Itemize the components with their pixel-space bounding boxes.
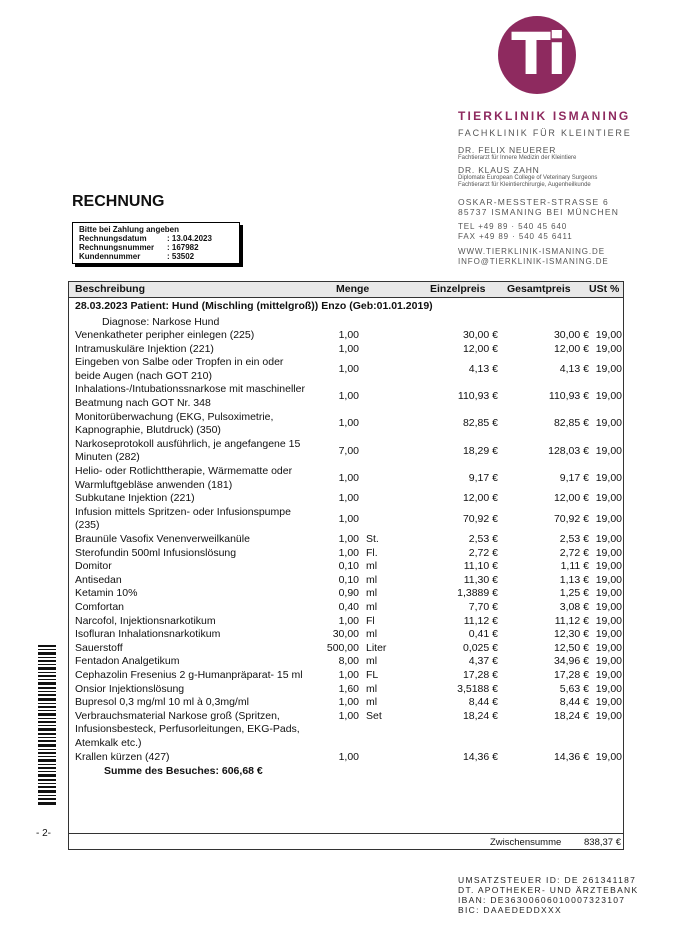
- row-quantity: 500,00: [326, 641, 359, 654]
- row-total: 70,92 €: [553, 512, 589, 525]
- vat-id: UMSATZSTEUER ID: DE 261341187: [458, 875, 637, 885]
- header-total: Gesamtpreis: [507, 283, 571, 295]
- row-description: Braunüle Vasofix Venenverweilkanüle: [75, 533, 250, 545]
- row-quantity: 1,00: [338, 614, 359, 627]
- row-unit-price: 30,00 €: [462, 329, 498, 341]
- row-description: Isofluran Inhalationsnarkotikum: [75, 628, 221, 641]
- row-unit: Fl: [366, 614, 375, 627]
- date-label: Rechnungsdatum: [79, 234, 147, 243]
- row-tax: 19,00: [595, 546, 622, 559]
- row-total: 12,00 €: [553, 492, 589, 505]
- row-quantity: 1,00: [338, 342, 359, 355]
- row-total: 2,72 €: [559, 546, 589, 559]
- row-quantity: 1,00: [338, 329, 359, 341]
- row-description: Kapnographie, Blutdruck) (350): [75, 424, 221, 437]
- row-quantity: 7,00: [338, 444, 359, 457]
- subtotal-value: 838,37 €: [584, 837, 621, 848]
- email: INFO@TIERKLINIK-ISMANING.DE: [458, 257, 609, 266]
- row-quantity: 1,00: [338, 471, 359, 484]
- row-description: Monitorüberwachung (EKG, Pulsoximetrie,: [75, 410, 274, 423]
- row-tax: 19,00: [595, 587, 622, 600]
- row-unit-price: 17,28 €: [462, 669, 498, 681]
- row-unit-price: 12,00 €: [462, 342, 498, 355]
- row-unit-price: 11,10 €: [463, 560, 498, 573]
- row-tax: 19,00: [595, 696, 622, 709]
- row-tax: 19,00: [595, 390, 622, 403]
- row-tax: 19,00: [595, 628, 622, 641]
- row-description: Cephazolin Fresenius 2 g-Humanpräparat- 15 ml: [75, 669, 303, 681]
- row-description: Inhalations-/Intubationssnarkose mit maschineller: [75, 383, 305, 396]
- row-quantity: 1,00: [338, 669, 359, 681]
- row-description: Atemkalk etc.): [75, 736, 142, 749]
- row-tax: 19,00: [595, 342, 622, 355]
- header-unit-price: Einzelpreis: [430, 283, 486, 295]
- row-unit-price: 1,3889 €: [457, 587, 498, 600]
- doctor2-title1: Diplomate European College of Veterinary Surgeons: [458, 175, 598, 181]
- row-tax: 19,00: [595, 573, 622, 586]
- row-unit-price: 2,53 €: [468, 533, 498, 545]
- row-total: 3,08 €: [559, 601, 589, 613]
- row-unit-price: 0,025 €: [462, 641, 498, 654]
- row-quantity: 1,00: [338, 417, 359, 430]
- row-description: Warmluftgebläse anwenden (181): [75, 478, 233, 491]
- row-total: 110,93 €: [548, 390, 589, 403]
- row-tax: 19,00: [595, 471, 622, 484]
- row-unit-price: 14,36 €: [462, 750, 498, 763]
- row-unit-price: 11,30 €: [463, 573, 498, 586]
- row-total: 30,00 €: [553, 329, 589, 341]
- customer-label: Kundennummer: [79, 252, 141, 261]
- header-tax: USt %: [589, 283, 620, 295]
- row-quantity: 8,00: [338, 655, 359, 668]
- diagnosis: Diagnose: Narkose Hund: [102, 316, 220, 328]
- row-quantity: 1,00: [338, 512, 359, 525]
- row-tax: 19,00: [595, 512, 622, 525]
- row-quantity: 1,00: [338, 390, 359, 403]
- row-total: 14,36 €: [553, 750, 589, 763]
- row-tax: 19,00: [595, 655, 622, 668]
- row-unit-price: 3,5188 €: [457, 682, 498, 695]
- row-unit: St.: [366, 533, 379, 545]
- row-description: Ketamin 10%: [75, 587, 138, 600]
- row-quantity: 0,10: [338, 573, 359, 586]
- row-quantity: 0,10: [338, 560, 359, 573]
- row-tax: 19,00: [595, 444, 622, 457]
- row-unit: ml: [366, 655, 378, 668]
- row-description: Minuten (282): [75, 451, 140, 464]
- row-tax: 19,00: [595, 601, 622, 613]
- row-unit: ml: [366, 696, 378, 709]
- row-unit-price: 7,70 €: [468, 601, 498, 613]
- doctor2-title2: Fachtierarzt für Kleintierchirurgie, Augenheilkunde: [458, 182, 591, 188]
- row-tax: 19,00: [595, 492, 622, 505]
- row-tax: 19,00: [595, 533, 622, 545]
- row-unit: Set: [366, 709, 382, 722]
- row-total: 82,85 €: [553, 417, 589, 430]
- row-tax: 19,00: [595, 329, 622, 341]
- row-total: 8,44 €: [559, 696, 589, 709]
- row-unit-price: 18,24 €: [462, 709, 498, 722]
- row-quantity: 1,00: [338, 696, 359, 709]
- row-description: Onsior Injektionslösung: [75, 682, 185, 695]
- date-value: : 13.04.2023: [167, 234, 212, 243]
- row-total: 12,50 €: [553, 641, 589, 654]
- row-description: Helio- oder Rotlichttherapie, Wärmematte oder: [75, 465, 293, 477]
- row-description: Narkoseprotokoll ausführlich, je angefangene 15: [75, 437, 301, 450]
- row-quantity: 1,60: [338, 682, 359, 695]
- row-unit: ml: [366, 682, 378, 695]
- row-quantity: 0,90: [338, 587, 359, 600]
- row-unit: ml: [366, 573, 378, 586]
- row-total: 2,53 €: [559, 533, 589, 545]
- row-total: 1,13 €: [559, 573, 589, 586]
- row-description: Fentadon Analgetikum: [75, 655, 180, 668]
- row-unit-price: 110,93 €: [457, 390, 498, 403]
- row-unit-price: 70,92 €: [462, 512, 498, 525]
- address-street: OSKAR-MESSTER-STRASSE 6: [458, 197, 609, 207]
- row-tax: 19,00: [595, 669, 622, 681]
- address-city: 85737 ISMANING BEI MÜNCHEN: [458, 207, 620, 217]
- row-description: (235): [75, 519, 100, 532]
- row-quantity: 1,00: [338, 709, 359, 722]
- row-total: 11,12 €: [554, 614, 589, 627]
- table-header: [69, 282, 623, 298]
- row-unit: Fl.: [366, 546, 378, 559]
- row-description: Infusion mittels Spritzen- oder Infusionspumpe: [75, 505, 291, 518]
- clinic-subtitle: FACHKLINIK FÜR KLEINTIERE: [458, 128, 632, 138]
- row-total: 5,63 €: [559, 682, 589, 695]
- row-quantity: 1,00: [338, 362, 359, 375]
- row-unit-price: 0,41 €: [468, 628, 498, 641]
- row-total: 128,03 €: [548, 444, 589, 457]
- clinic-logo: [498, 16, 576, 94]
- row-tax: 19,00: [595, 362, 622, 375]
- row-description: Venenkatheter peripher einlegen (225): [75, 329, 255, 341]
- row-total: 17,28 €: [553, 669, 589, 681]
- doctor1-name: DR. FELIX NEUERER: [458, 145, 557, 155]
- row-description: Comfortan: [75, 601, 125, 613]
- row-tax: 19,00: [595, 417, 622, 430]
- row-tax: 19,00: [595, 614, 622, 627]
- row-description: Eingeben von Salbe oder Tropfen in ein oder: [75, 356, 284, 369]
- row-unit: ml: [366, 601, 378, 613]
- bank-name: DT. APOTHEKER- UND ÄRZTEBANK: [458, 885, 639, 895]
- row-unit-price: 8,44 €: [468, 696, 498, 709]
- row-tax: 19,00: [595, 750, 622, 763]
- row-description: Sterofundin 500ml Infusionslösung: [75, 546, 237, 559]
- row-tax: 19,00: [595, 682, 622, 695]
- row-unit-price: 18,29 €: [462, 444, 498, 457]
- header-description: Beschreibung: [75, 283, 146, 295]
- row-unit-price: 11,12 €: [463, 614, 498, 627]
- website: WWW.TIERKLINIK-ISMANING.DE: [458, 247, 605, 256]
- row-quantity: 1,00: [338, 533, 359, 545]
- pay-note: Bitte bei Zahlung angeben: [79, 225, 180, 234]
- row-unit-price: 4,37 €: [468, 655, 498, 668]
- number-label: Rechnungsnummer: [79, 243, 155, 252]
- row-total: 4,13 €: [559, 362, 589, 375]
- logo-text: Ti: [511, 20, 563, 88]
- number-value: : 167982: [167, 243, 199, 252]
- row-unit: ml: [366, 587, 378, 600]
- patient-line: 28.03.2023 Patient: Hund (Mischling (mittelgroß)) Enzo (Geb:01.01.2019): [75, 300, 433, 312]
- row-unit-price: 9,17 €: [468, 471, 498, 484]
- row-description: beide Augen (nach GOT 210): [75, 369, 212, 382]
- subtotal-label: Zwischensumme: [490, 837, 562, 848]
- row-unit: ml: [366, 560, 378, 573]
- row-description: Antisedan: [75, 573, 122, 586]
- row-quantity: 30,00: [332, 628, 359, 641]
- row-total: 1,25 €: [559, 587, 589, 600]
- header-quantity: Menge: [336, 283, 370, 295]
- row-description: Infusionsbesteck, Perfusorleitungen, EKG-Pads,: [75, 723, 300, 736]
- phone: TEL +49 89 · 540 45 640: [458, 222, 568, 231]
- fax: FAX +49 89 · 540 45 6411: [458, 232, 573, 241]
- row-description: Krallen kürzen (427): [75, 750, 170, 763]
- row-unit-price: 12,00 €: [462, 492, 498, 505]
- row-unit-price: 4,13 €: [468, 362, 498, 375]
- row-description: Intramuskuläre Injektion (221): [75, 342, 214, 355]
- row-quantity: 0,40: [338, 601, 359, 613]
- row-unit: Liter: [366, 641, 387, 654]
- row-description: Narcofol, Injektionsnarkotikum: [75, 614, 216, 627]
- row-tax: 19,00: [595, 709, 622, 722]
- row-tax: 19,00: [595, 641, 622, 654]
- row-quantity: 1,00: [338, 492, 359, 505]
- bic: BIC: DAAEDEDDXXX: [458, 905, 562, 915]
- row-description: Bupresol 0,3 mg/ml 10 ml à 0,3mg/ml: [75, 696, 249, 709]
- row-unit-price: 82,85 €: [462, 417, 498, 430]
- row-tax: 19,00: [595, 560, 622, 573]
- row-unit: FL: [366, 669, 379, 681]
- row-total: 1,11 €: [560, 560, 589, 573]
- row-total: 12,30 €: [553, 628, 589, 641]
- doctor1-title: Fachtierarzt für Innere Medizin der Kleintiere: [458, 155, 577, 161]
- doctor2-name: DR. KLAUS ZAHN: [458, 165, 540, 175]
- row-total: 18,24 €: [553, 709, 589, 722]
- row-quantity: 1,00: [338, 546, 359, 559]
- row-total: 12,00 €: [553, 342, 589, 355]
- clinic-name: TIERKLINIK ISMANING: [458, 109, 631, 123]
- row-description: Subkutane Injektion (221): [75, 492, 195, 505]
- visit-sum: Summe des Besuches: 606,68 €: [104, 765, 263, 777]
- row-unit-price: 2,72 €: [468, 546, 498, 559]
- row-description: Sauerstoff: [75, 641, 123, 654]
- row-description: Domitor: [75, 560, 112, 573]
- row-description: Beatmung nach GOT Nr. 348: [75, 396, 211, 409]
- row-quantity: 1,00: [338, 750, 359, 763]
- barcode: [38, 645, 56, 805]
- subtotal-divider: [69, 833, 623, 834]
- invoice-title: RECHNUNG: [72, 193, 165, 210]
- row-unit: ml: [366, 628, 378, 641]
- iban: IBAN: DE36300606010007323107: [458, 895, 626, 905]
- page-number: - 2-: [36, 828, 51, 839]
- payment-reference-box: [72, 222, 240, 264]
- row-total: 34,96 €: [553, 655, 589, 668]
- row-total: 9,17 €: [559, 471, 589, 484]
- customer-value: : 53502: [167, 252, 195, 261]
- row-description: Verbrauchsmaterial Narkose groß (Spritzen,: [75, 709, 280, 722]
